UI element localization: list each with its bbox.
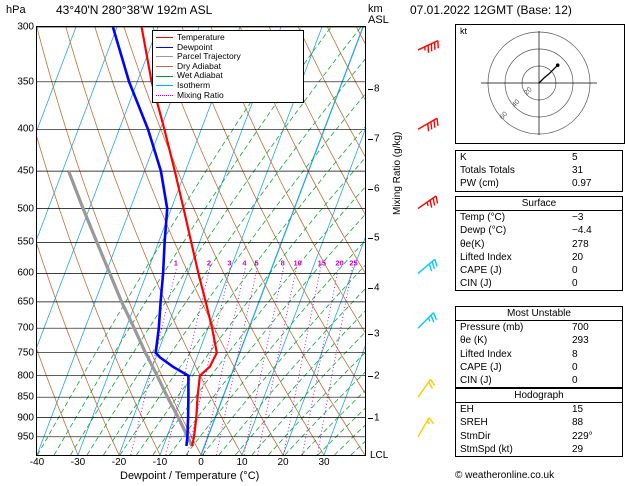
table-row bbox=[456, 374, 622, 387]
surface-value-cin: 0 bbox=[572, 278, 578, 290]
wind-barb-column bbox=[398, 26, 452, 456]
temperature-tick-label: -30 bbox=[70, 457, 86, 468]
legend-swatch-mixing-ratio bbox=[156, 95, 173, 96]
surface-label-temp: Temp (°C) bbox=[460, 212, 506, 224]
surface-label-lifted-index: Lifted Index bbox=[460, 251, 512, 263]
pressure-tick-label: 450 bbox=[17, 165, 34, 177]
legend-swatch-temperature bbox=[156, 37, 173, 38]
altitude-tick-mark bbox=[368, 189, 373, 190]
table-row bbox=[456, 334, 622, 347]
table-row bbox=[456, 403, 622, 416]
index-value-pw: 0.97 bbox=[572, 178, 592, 190]
altitude-tick-label: 2 bbox=[374, 370, 380, 382]
pressure-tick-label: 950 bbox=[17, 431, 34, 443]
forecast-datetime-title: 07.01.2022 12GMT (Base: 12) bbox=[410, 3, 572, 17]
hodograph-unit-label: kt bbox=[460, 26, 468, 36]
station-title: 43°40'N 280°38'W 192m ASL bbox=[56, 3, 213, 17]
table-row bbox=[456, 177, 622, 190]
svg-text:10: 10 bbox=[293, 258, 302, 268]
surface-label-cape: CAPE (J) bbox=[460, 265, 502, 277]
table-row bbox=[456, 211, 622, 224]
altitude-tick-mark bbox=[368, 89, 373, 90]
pressure-tick-label: 700 bbox=[17, 322, 34, 334]
mu-label-theta-e: θe (K) bbox=[460, 335, 488, 347]
altitude-axis-asl-label: ASL bbox=[368, 14, 389, 26]
altitude-tick-label: 1 bbox=[374, 412, 380, 424]
legend-label-parcel-trajectory: Parcel Trajectory bbox=[177, 51, 241, 62]
table-row bbox=[456, 443, 622, 456]
hodo-label-eh: EH bbox=[460, 404, 474, 416]
hodo-label-stmdir: StmDir bbox=[460, 430, 491, 442]
hodograph-panel bbox=[455, 24, 625, 144]
temperature-axis bbox=[29, 457, 366, 471]
mu-value-theta-e: 293 bbox=[572, 335, 589, 347]
mu-value-cin: 0 bbox=[572, 375, 578, 387]
svg-text:60: 60 bbox=[498, 110, 510, 122]
chart-legend bbox=[152, 30, 304, 103]
mixing-ratio-axis-title: Mixing Ratio (g/kg) bbox=[392, 131, 403, 215]
legend-swatch-dry-adiabat bbox=[156, 66, 173, 67]
mu-value-lifted-index: 8 bbox=[572, 348, 578, 360]
legend-label-wet-adiabat: Wet Adiabat bbox=[177, 70, 223, 81]
surface-value-temp: −3 bbox=[572, 212, 584, 224]
altitude-axis-unit-label: km bbox=[368, 3, 383, 15]
altitude-tick-mark bbox=[368, 288, 373, 289]
pressure-tick-label: 850 bbox=[17, 391, 34, 403]
svg-text:4: 4 bbox=[242, 258, 247, 268]
svg-text:25: 25 bbox=[349, 258, 358, 268]
altitude-tick-mark bbox=[368, 238, 373, 239]
lcl-label: LCL bbox=[370, 450, 389, 461]
temperature-tick-label: 30 bbox=[318, 457, 330, 468]
surface-label-cin: CIN (J) bbox=[460, 278, 492, 290]
svg-text:20: 20 bbox=[523, 86, 534, 97]
surface-table bbox=[455, 196, 623, 291]
hodograph-stats-title: Hodograph bbox=[456, 389, 622, 403]
svg-text:5: 5 bbox=[254, 258, 259, 268]
table-row bbox=[456, 348, 622, 361]
mu-label-pressure: Pressure (mb) bbox=[460, 322, 524, 334]
table-row bbox=[456, 416, 622, 429]
pressure-tick-label: 750 bbox=[17, 347, 34, 359]
table-row bbox=[456, 164, 622, 177]
temperature-tick-label: 10 bbox=[236, 457, 248, 468]
table-row bbox=[456, 264, 622, 277]
most-unstable-table-title: Most Unstable bbox=[456, 307, 622, 321]
pressure-tick-label: 350 bbox=[17, 76, 34, 88]
mu-value-pressure: 700 bbox=[572, 322, 589, 334]
pressure-axis-unit-label: hPa bbox=[6, 4, 26, 16]
surface-value-dewp: −4.4 bbox=[572, 225, 592, 237]
surface-value-theta-e: 278 bbox=[572, 238, 589, 250]
index-value-totals-totals: 31 bbox=[572, 165, 584, 177]
index-label-totals-totals: Totals Totals bbox=[460, 165, 515, 177]
mu-label-cape: CAPE (J) bbox=[460, 361, 502, 373]
surface-label-dewp: Dewp (°C) bbox=[460, 225, 507, 237]
hodo-value-sreh: 88 bbox=[572, 417, 584, 429]
temperature-tick-label: -40 bbox=[29, 457, 45, 468]
index-label-pw: PW (cm) bbox=[460, 178, 499, 190]
hodo-value-eh: 15 bbox=[572, 404, 584, 416]
altitude-tick-label: 5 bbox=[374, 232, 380, 244]
mu-value-cape: 0 bbox=[572, 361, 578, 373]
most-unstable-table bbox=[455, 306, 623, 388]
copyright-notice: © weatheronline.co.uk bbox=[455, 470, 555, 481]
mu-label-cin: CIN (J) bbox=[460, 375, 492, 387]
temperature-tick-label: 20 bbox=[277, 457, 289, 468]
pressure-tick-label: 300 bbox=[17, 21, 34, 33]
altitude-tick-label: 3 bbox=[374, 328, 380, 340]
pressure-tick-label: 600 bbox=[17, 267, 34, 279]
table-row bbox=[456, 277, 622, 290]
legend-label-dewpoint: Dewpoint bbox=[177, 41, 213, 52]
legend-label-mixing-ratio: Mixing Ratio bbox=[177, 89, 224, 100]
pressure-tick-label: 500 bbox=[17, 203, 34, 215]
legend-swatch-isotherm bbox=[156, 85, 173, 86]
altitude-tick-label: 4 bbox=[374, 282, 380, 294]
table-row bbox=[456, 224, 622, 237]
svg-text:15: 15 bbox=[317, 258, 327, 268]
svg-text:1: 1 bbox=[173, 258, 178, 268]
hodo-value-stmspd: 29 bbox=[572, 443, 584, 455]
table-row bbox=[456, 151, 622, 164]
svg-text:2: 2 bbox=[206, 258, 212, 268]
table-row bbox=[456, 430, 622, 443]
hodo-value-stmdir: 229° bbox=[572, 430, 593, 442]
index-value-k: 5 bbox=[572, 152, 578, 163]
pressure-tick-label: 650 bbox=[17, 296, 34, 308]
surface-value-lifted-index: 20 bbox=[572, 251, 584, 263]
svg-text:40: 40 bbox=[510, 98, 522, 109]
altitude-tick-mark bbox=[368, 418, 373, 419]
legend-swatch-wet-adiabat bbox=[156, 76, 173, 77]
table-row bbox=[456, 238, 622, 251]
index-label-k: K bbox=[460, 152, 467, 163]
altitude-tick-mark bbox=[368, 334, 373, 335]
table-row bbox=[456, 251, 622, 264]
pressure-axis bbox=[0, 21, 34, 456]
pressure-tick-label: 800 bbox=[17, 370, 34, 382]
hodograph-plot bbox=[456, 25, 622, 141]
altitude-tick-label: 6 bbox=[374, 183, 380, 195]
legend-label-dry-adiabat: Dry Adiabat bbox=[177, 60, 221, 71]
altitude-tick-label: 7 bbox=[374, 133, 380, 145]
altitude-tick-mark bbox=[368, 376, 373, 377]
hodograph-stats-table bbox=[455, 388, 623, 457]
surface-label-theta-e: θe(K) bbox=[460, 238, 485, 250]
legend-swatch-dewpoint bbox=[156, 47, 173, 48]
svg-text:8: 8 bbox=[280, 258, 285, 268]
altitude-tick-mark bbox=[368, 139, 373, 140]
legend-label-isotherm: Isotherm bbox=[177, 79, 211, 90]
table-row bbox=[456, 321, 622, 334]
legend-item-mixing-ratio bbox=[156, 91, 300, 101]
mu-label-lifted-index: Lifted Index bbox=[460, 348, 512, 360]
surface-table-title: Surface bbox=[456, 197, 622, 211]
temperature-tick-label: -10 bbox=[152, 457, 168, 468]
pressure-tick-label: 900 bbox=[17, 412, 34, 424]
hodo-label-sreh: SREH bbox=[460, 417, 488, 429]
altitude-axis bbox=[368, 26, 394, 456]
svg-text:20: 20 bbox=[335, 258, 344, 268]
svg-text:3: 3 bbox=[227, 258, 232, 268]
legend-swatch-parcel-trajectory bbox=[156, 56, 173, 57]
surface-value-cape: 0 bbox=[572, 265, 578, 277]
altitude-tick-label: 8 bbox=[374, 83, 380, 95]
indices-table bbox=[455, 150, 623, 192]
pressure-tick-label: 550 bbox=[17, 236, 34, 248]
x-axis-title: Dewpoint / Temperature (°C) bbox=[120, 470, 260, 482]
temperature-tick-label: -20 bbox=[111, 457, 127, 468]
hodo-label-stmspd: StmSpd (kt) bbox=[460, 443, 513, 455]
legend-label-temperature: Temperature bbox=[177, 32, 225, 42]
table-row bbox=[456, 361, 622, 374]
temperature-tick-label: 0 bbox=[198, 457, 204, 468]
pressure-tick-label: 400 bbox=[17, 123, 34, 135]
